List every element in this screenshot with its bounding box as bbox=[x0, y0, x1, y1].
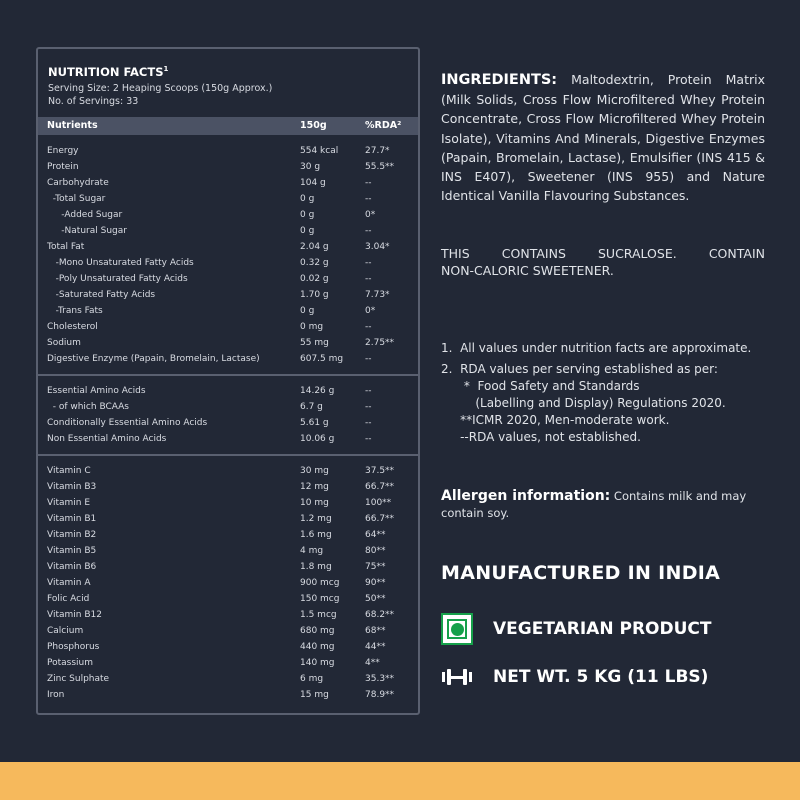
nutrient-amount: 1.70 g bbox=[300, 290, 329, 300]
header-nutrients: Nutrients bbox=[47, 120, 98, 131]
nutrient-rda: -- bbox=[365, 354, 372, 364]
nutrient-name: Vitamin B6 bbox=[47, 562, 97, 572]
nutrient-amount: 1.2 mg bbox=[300, 514, 332, 524]
table-row bbox=[38, 352, 418, 368]
nutrient-name: Sodium bbox=[47, 338, 81, 348]
nutrient-amount: 30 mg bbox=[300, 466, 329, 476]
allergen-info bbox=[441, 488, 765, 522]
nutrient-rda: 78.9** bbox=[365, 690, 395, 700]
nutrient-rda: 50** bbox=[365, 594, 386, 604]
table-row bbox=[38, 224, 418, 240]
table-row bbox=[38, 480, 418, 496]
nutrient-amount: 6 mg bbox=[300, 674, 324, 684]
ingredients-label: INGREDIENTS: bbox=[441, 72, 558, 88]
nutrient-rda: -- bbox=[365, 194, 372, 204]
nutrient-name: Vitamin B5 bbox=[47, 546, 97, 556]
nutrient-rda: 80** bbox=[365, 546, 386, 556]
nutrient-amount: 0 mg bbox=[300, 322, 324, 332]
nutrient-name: Potassium bbox=[47, 658, 94, 668]
nutrient-rda: 4** bbox=[365, 658, 380, 668]
nutrient-amount: 140 mg bbox=[300, 658, 335, 668]
nutrient-name: -Added Sugar bbox=[47, 210, 123, 220]
header-amount: 150g bbox=[300, 120, 327, 131]
nutrient-name: Zinc Sulphate bbox=[47, 674, 110, 684]
table-row bbox=[38, 608, 418, 624]
nutrient-amount: 607.5 mg bbox=[300, 354, 344, 364]
table-row bbox=[38, 464, 418, 480]
nutrient-rda: 66.7** bbox=[365, 482, 395, 492]
table-header bbox=[38, 117, 418, 135]
table-row bbox=[38, 576, 418, 592]
nutrient-name: Vitamin B2 bbox=[47, 530, 97, 540]
title-text: NUTRITION FACTS bbox=[48, 65, 164, 79]
table-row bbox=[38, 304, 418, 320]
nutrient-amount: 0 g bbox=[300, 306, 315, 316]
table-row bbox=[38, 688, 418, 704]
nutrient-rda: 3.04* bbox=[365, 242, 390, 252]
nutrient-name: Vitamin B12 bbox=[47, 610, 102, 620]
nutrient-amount: 1.8 mg bbox=[300, 562, 332, 572]
nutrient-amount: 10.06 g bbox=[300, 434, 335, 444]
net-weight-label: NET WT. 5 KG (11 LBS) bbox=[493, 667, 709, 687]
table-row bbox=[38, 512, 418, 528]
nutrient-rda: 55.5** bbox=[365, 162, 395, 172]
nutrient-amount: 15 mg bbox=[300, 690, 329, 700]
accent-bar bbox=[0, 762, 800, 800]
nutrient-rda: -- bbox=[365, 434, 372, 444]
nutrient-rda: -- bbox=[365, 402, 372, 412]
table-row bbox=[38, 592, 418, 608]
nutrient-amount: 104 g bbox=[300, 178, 326, 188]
nutrient-amount: 12 mg bbox=[300, 482, 329, 492]
nutrient-name: Cholesterol bbox=[47, 322, 98, 332]
nutrient-name: Energy bbox=[47, 146, 79, 156]
footnote: 1. All values under nutrition facts are approximate. bbox=[441, 341, 752, 355]
nutrient-name: Vitamin A bbox=[47, 578, 91, 588]
table-row bbox=[38, 320, 418, 336]
nutrient-name: -Poly Unsaturated Fatty Acids bbox=[47, 274, 188, 284]
amino-acids-group bbox=[38, 384, 418, 448]
table-row bbox=[38, 144, 418, 160]
table-row bbox=[38, 384, 418, 400]
table-row bbox=[38, 560, 418, 576]
nutrient-rda: 64** bbox=[365, 530, 386, 540]
nutrient-amount: 0.02 g bbox=[300, 274, 329, 284]
nutrient-name: Vitamin B1 bbox=[47, 514, 97, 524]
servings-count: No. of Servings: 33 bbox=[48, 96, 139, 107]
vegetarian-label: VEGETARIAN PRODUCT bbox=[493, 619, 712, 639]
nutrient-amount: 0 g bbox=[300, 226, 315, 236]
nutrient-amount: 10 mg bbox=[300, 498, 329, 508]
nutrient-rda: -- bbox=[365, 258, 372, 268]
nutrient-name: Folic Acid bbox=[47, 594, 90, 604]
nutrient-rda: 68** bbox=[365, 626, 386, 636]
footnotes bbox=[441, 340, 765, 446]
nutrient-amount: 14.26 g bbox=[300, 386, 335, 396]
ingredients bbox=[441, 70, 765, 205]
dumbbell-icon bbox=[441, 667, 473, 687]
nutrient-name: -Trans Fats bbox=[47, 306, 103, 316]
footnote: * Food Safety and Standards bbox=[441, 379, 640, 393]
divider bbox=[38, 374, 418, 376]
nutrient-name: Conditionally Essential Amino Acids bbox=[47, 418, 208, 428]
nutrient-rda: 0* bbox=[365, 210, 376, 220]
veg-mark-icon bbox=[441, 613, 473, 645]
nutrient-name: Carbohydrate bbox=[47, 178, 109, 188]
footnote: **ICMR 2020, Men-moderate work. bbox=[441, 413, 670, 427]
table-row bbox=[38, 432, 418, 448]
nutrient-name: Essential Amino Acids bbox=[47, 386, 146, 396]
vitamins-minerals-group bbox=[38, 464, 418, 704]
table-row bbox=[38, 192, 418, 208]
table-row bbox=[38, 672, 418, 688]
nutrient-rda: 90** bbox=[365, 578, 386, 588]
nutrient-rda: 44** bbox=[365, 642, 386, 652]
allergen-label: Allergen information: bbox=[441, 488, 611, 504]
nutrient-rda: -- bbox=[365, 386, 372, 396]
nutrient-rda: -- bbox=[365, 226, 372, 236]
serving-size: Serving Size: 2 Heaping Scoops (150g Approx.) bbox=[48, 83, 273, 94]
nutrient-amount: 1.6 mg bbox=[300, 530, 332, 540]
nutrient-name: -Total Sugar bbox=[47, 194, 106, 204]
table-row bbox=[38, 176, 418, 192]
table-row bbox=[38, 160, 418, 176]
table-row bbox=[38, 528, 418, 544]
nutrient-amount: 55 mg bbox=[300, 338, 329, 348]
nutrient-amount: 680 mg bbox=[300, 626, 335, 636]
nutrient-rda: 7.73* bbox=[365, 290, 390, 300]
nutrient-amount: 1.5 mcg bbox=[300, 610, 337, 620]
footnote: --RDA values, not established. bbox=[441, 430, 641, 444]
nutrient-rda: 2.75** bbox=[365, 338, 395, 348]
table-row bbox=[38, 272, 418, 288]
table-row bbox=[38, 288, 418, 304]
nutrient-amount: 4 mg bbox=[300, 546, 324, 556]
nutrient-name: Total Fat bbox=[47, 242, 85, 252]
nutrient-rda: -- bbox=[365, 322, 372, 332]
nutrient-rda: 35.3** bbox=[365, 674, 395, 684]
nutrient-amount: 6.7 g bbox=[300, 402, 323, 412]
nutrient-name: Iron bbox=[47, 690, 65, 700]
nutrient-amount: 5.61 g bbox=[300, 418, 329, 428]
sweetener-warning-line1: THIS CONTAINS SUCRALOSE. CONTAIN bbox=[441, 246, 765, 261]
nutrient-name: Phosphorus bbox=[47, 642, 100, 652]
table-row bbox=[38, 544, 418, 560]
nutrient-rda: 66.7** bbox=[365, 514, 395, 524]
nutrient-amount: 0.32 g bbox=[300, 258, 329, 268]
nutrient-amount: 150 mcg bbox=[300, 594, 340, 604]
table-row bbox=[38, 240, 418, 256]
nutrients-group bbox=[38, 144, 418, 368]
manufactured-in: MANUFACTURED IN INDIA bbox=[441, 562, 721, 584]
nutrient-name: Vitamin E bbox=[47, 498, 91, 508]
table-row bbox=[38, 624, 418, 640]
nutrient-rda: -- bbox=[365, 274, 372, 284]
nutrient-amount: 0 g bbox=[300, 194, 315, 204]
footnote: 2. RDA values per serving established as per: bbox=[441, 362, 718, 376]
table-row bbox=[38, 336, 418, 352]
nutrient-name: Protein bbox=[47, 162, 79, 172]
table-row bbox=[38, 416, 418, 432]
header-rda: %RDA² bbox=[365, 120, 402, 131]
vegetarian-badge bbox=[441, 613, 711, 645]
nutrient-rda: 75** bbox=[365, 562, 386, 572]
nutrient-rda: -- bbox=[365, 418, 372, 428]
nutrient-name: Non Essential Amino Acids bbox=[47, 434, 167, 444]
footnote: (Labelling and Display) Regulations 2020. bbox=[441, 396, 726, 410]
table-row bbox=[38, 656, 418, 672]
serving-info bbox=[48, 82, 272, 108]
nutrient-rda: 37.5** bbox=[365, 466, 395, 476]
nutrient-name: Calcium bbox=[47, 626, 84, 636]
table-row bbox=[38, 496, 418, 512]
nutrient-amount: 0 g bbox=[300, 210, 315, 220]
nutrient-amount: 554 kcal bbox=[300, 146, 339, 156]
nutrient-rda: 0* bbox=[365, 306, 376, 316]
sweetener-warning-line2: NON-CALORIC SWEETENER. bbox=[441, 263, 614, 278]
nutrition-facts-panel bbox=[36, 47, 420, 715]
nutrient-name: -Mono Unsaturated Fatty Acids bbox=[47, 258, 194, 268]
nutrient-amount: 30 g bbox=[300, 162, 321, 172]
nutrient-name: -Saturated Fatty Acids bbox=[47, 290, 156, 300]
nutrient-name: Vitamin B3 bbox=[47, 482, 97, 492]
nutrient-rda: 100** bbox=[365, 498, 392, 508]
allergen-text: Contains milk and may contain soy. bbox=[441, 489, 747, 520]
nutrient-name: Vitamin C bbox=[47, 466, 91, 476]
table-row bbox=[38, 400, 418, 416]
divider bbox=[38, 454, 418, 456]
title-footnote: 1 bbox=[163, 65, 169, 74]
table-row bbox=[38, 208, 418, 224]
ingredients-text: Maltodextrin, Protein Matrix (Milk Solids, Cross Flow Microfiltered Whey Protein Concentrate, Cross Flow Microfiltered Whey Protein Isolate), Vitamins And Minerals, Digestive Enzymes (Papain, Bromelain, Lactase), Emulsifier (INS 415 & INS E407), Sweetener (INS 955) and Nature Identical Vanilla Flavouring Substances. bbox=[441, 72, 765, 204]
nutrient-rda: -- bbox=[365, 178, 372, 188]
nutrition-title bbox=[48, 65, 168, 79]
nutrient-rda: 27.7* bbox=[365, 146, 390, 156]
nutrient-name: - of which BCAAs bbox=[47, 402, 129, 412]
nutrient-amount: 900 mcg bbox=[300, 578, 340, 588]
nutrient-name: Digestive Enzyme (Papain, Bromelain, Lactase) bbox=[47, 354, 260, 364]
nutrient-name: -Natural Sugar bbox=[47, 226, 127, 236]
nutrient-amount: 2.04 g bbox=[300, 242, 329, 252]
nutrient-rda: 68.2** bbox=[365, 610, 395, 620]
net-weight bbox=[441, 667, 708, 687]
table-row bbox=[38, 640, 418, 656]
nutrient-amount: 440 mg bbox=[300, 642, 335, 652]
table-row bbox=[38, 256, 418, 272]
